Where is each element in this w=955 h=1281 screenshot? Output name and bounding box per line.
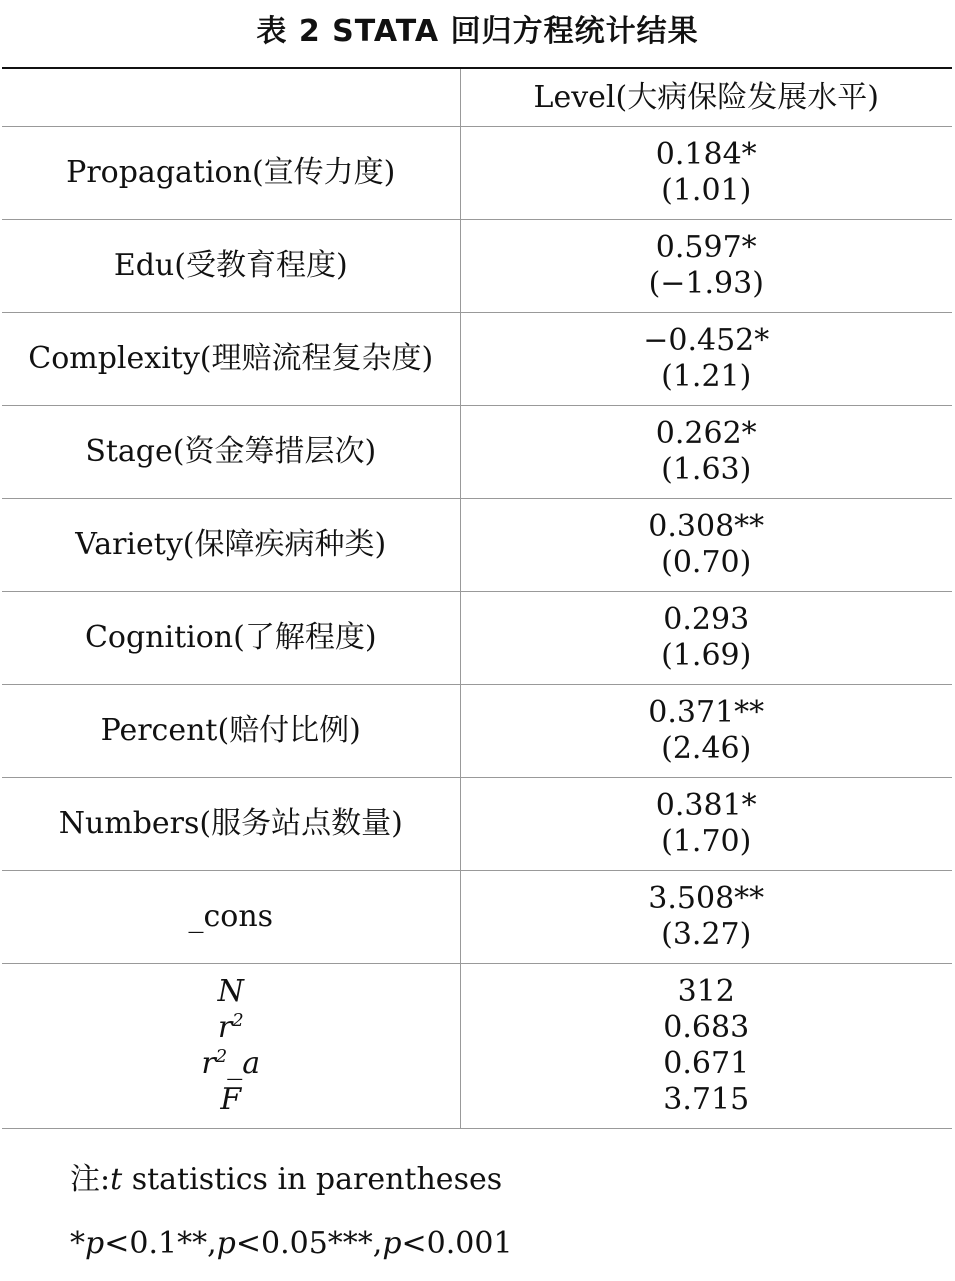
r2-label: $r^2$ xyxy=(217,1010,244,1045)
t-statistic: (1.01) xyxy=(661,173,752,208)
t-statistic: (−1.93) xyxy=(648,266,764,301)
r2a-label: $r^2\_a$ xyxy=(201,1046,261,1081)
sig-threshold-3: <0.001 xyxy=(401,1226,513,1261)
coefficient: 0.293 xyxy=(663,602,750,637)
estimate-cell xyxy=(460,685,952,778)
variable-name: Complexity(理赔流程复杂度) xyxy=(2,313,460,406)
variable-name: Numbers(服务站点数量) xyxy=(2,778,460,871)
f-label: F xyxy=(220,1082,242,1117)
variable-name: Cognition(了解程度) xyxy=(2,592,460,685)
t-statistic: (1.69) xyxy=(661,638,752,673)
coefficient: 0.371** xyxy=(648,695,765,730)
header-row xyxy=(2,68,952,127)
table-row xyxy=(2,313,952,406)
t-statistic: (0.70) xyxy=(661,545,752,580)
variable-name: Propagation(宣传力度) xyxy=(2,127,460,220)
coefficient: 0.262* xyxy=(655,416,757,451)
table-row xyxy=(2,406,952,499)
column-header: Level(大病保险发展水平) xyxy=(460,68,952,127)
coefficient: 0.184* xyxy=(655,137,757,172)
variable-name: Edu(受教育程度) xyxy=(2,220,460,313)
coefficient: 0.308** xyxy=(648,509,765,544)
sig-p-1: p xyxy=(85,1226,105,1261)
estimate-cell xyxy=(460,220,952,313)
estimate-cell xyxy=(460,499,952,592)
estimate-cell xyxy=(460,778,952,871)
table-row xyxy=(2,685,952,778)
r2-value: 0.683 xyxy=(663,1010,750,1045)
table-row xyxy=(2,127,952,220)
variable-name: Variety(保障疾病种类) xyxy=(2,499,460,592)
table-note xyxy=(70,1160,502,1200)
note-text: statistics in parentheses xyxy=(122,1162,503,1197)
estimate-cell xyxy=(460,127,952,220)
variable-name: Percent(赔付比例) xyxy=(2,685,460,778)
coefficient: 0.381* xyxy=(655,788,757,823)
t-statistic: (2.46) xyxy=(661,731,752,766)
estimate-cell xyxy=(460,592,952,685)
sig-threshold-2: <0.05 xyxy=(235,1226,328,1261)
estimate-cell xyxy=(460,406,952,499)
t-statistic: (1.70) xyxy=(661,824,752,859)
estimate-cell xyxy=(460,871,952,964)
table-row xyxy=(2,778,952,871)
table-row xyxy=(2,220,952,313)
variable-name: Stage(资金筹措层次) xyxy=(2,406,460,499)
regression-table xyxy=(2,67,952,1129)
sig-threshold-1: <0.1 xyxy=(104,1226,178,1261)
coefficient: 3.508** xyxy=(648,881,765,916)
estimate-cell xyxy=(460,313,952,406)
t-statistic: (1.63) xyxy=(661,452,752,487)
sig-p-3: p xyxy=(382,1226,402,1261)
header-empty-cell xyxy=(2,68,460,127)
f-value: 3.715 xyxy=(663,1082,750,1117)
stats-labels xyxy=(2,964,460,1129)
t-statistic: (3.27) xyxy=(661,917,752,952)
note-prefix: 注: xyxy=(70,1162,111,1197)
t-statistic: (1.21) xyxy=(661,359,752,394)
table-title: 表 2 STATA 回归方程统计结果 xyxy=(256,14,699,49)
stats-values xyxy=(460,964,952,1129)
variable-name: _cons xyxy=(2,871,460,964)
note-t-symbol: t xyxy=(110,1162,123,1197)
sig-p-2: p xyxy=(216,1226,236,1261)
sig-stars-1: * xyxy=(70,1226,85,1261)
n-value: 312 xyxy=(677,974,735,1009)
coefficient: 0.597* xyxy=(655,230,757,265)
sig-stars-2: **, xyxy=(177,1226,217,1261)
significance-note xyxy=(70,1224,513,1264)
table-row xyxy=(2,871,952,964)
table-row xyxy=(2,592,952,685)
table-row xyxy=(2,499,952,592)
sig-stars-3: ***, xyxy=(327,1226,383,1261)
r2a-value: 0.671 xyxy=(663,1046,750,1081)
model-stats-row xyxy=(2,964,952,1129)
coefficient: −0.452* xyxy=(643,323,770,358)
n-label: N xyxy=(217,974,244,1009)
